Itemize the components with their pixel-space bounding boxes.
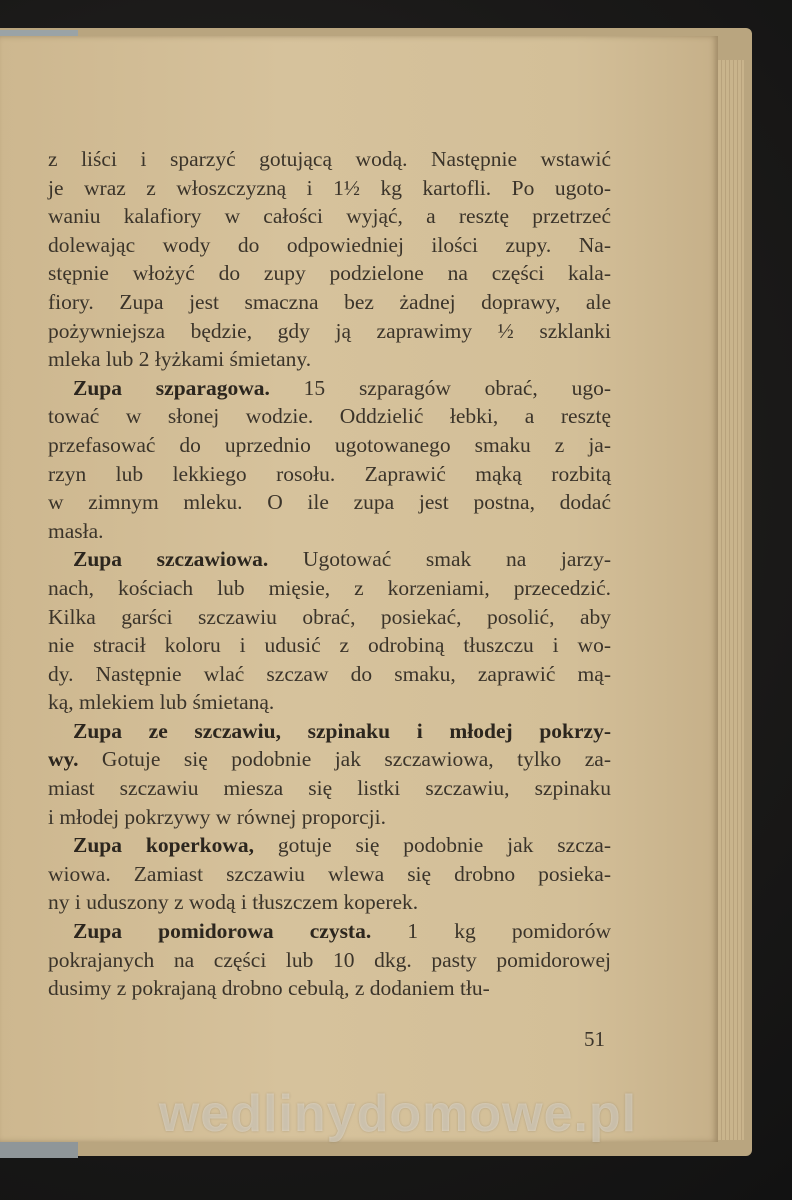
recipe-heading-line [48,717,611,746]
line-text: dusimy z pokrajaną drobno cebulą, z dodaniem tłu- [48,976,490,1001]
text-line [48,174,611,203]
line-text: 1 kg pomidorów [371,919,611,944]
text-line [48,631,611,660]
line-text: ny i uduszony z wodą i tłuszczem koperek. [48,890,419,915]
recipe-title: Zupa koperkowa, [73,833,254,858]
text-line [48,688,611,717]
text-line [48,888,611,917]
line-text: ką, mlekiem lub śmietaną. [48,690,275,715]
text-line [48,488,611,517]
line-text: 15 szparagów obrać, ugo- [269,375,611,400]
recipe-title: Zupa ze szczawiu, szpinaku i młodej pokrzy- [73,718,611,743]
text-line [48,402,611,431]
recipe-heading-line [48,374,611,403]
line-text: Ugotować smak na jarzy- [268,547,612,572]
line-text: nach, kościach lub mięsie, z korzeniami, przecedzić. [48,575,611,600]
recipe-title: wy. [48,747,79,772]
recipe-heading-line [48,545,611,574]
line-text: pożywniejsza będzie, gdy ją zaprawimy ½ szklanki [48,318,611,343]
watermark: wedlinydomowe.pl [158,1085,638,1143]
text-line [48,145,611,174]
text-line [48,574,611,603]
line-text: dolewając wody do odpowiedniej ilości zupy. Na- [48,232,611,257]
text-line [48,259,611,288]
recipe-title: Zupa pomidorowa czysta. [73,919,372,944]
page-number: 51 [584,1027,605,1051]
line-text: Kilka garści szczawiu obrać, posiekać, posolić, aby [48,604,611,629]
line-text: je wraz z włoszczyzną i 1½ kg kartofli. Po ugoto- [48,175,611,200]
text-line [48,745,611,774]
line-text: masła. [48,518,104,543]
recipe-heading-line [48,831,611,860]
line-text: wiowa. Zamiast szczawiu wlewa się drobno posieka- [48,861,611,886]
text-line [48,660,611,689]
line-text: waniu kalafiory w całości wyjąć, a resztę przetrzeć [48,204,611,229]
line-text: mleka lub 2 łyżkami śmietany. [48,347,312,372]
text-line [48,517,611,546]
line-text: nie stracił koloru i udusić z odrobiną tłuszczu i wo- [48,633,611,658]
text-line [48,946,611,975]
text-line [48,317,611,346]
line-text: tować w słonej wodzie. Oddzielić łebki, a resztę [48,404,611,429]
line-text: pokrajanych na części lub 10 dkg. pasty pomidorowej [48,947,611,972]
line-text: fiory. Zupa jest smaczna bez żadnej doprawy, ale [48,289,611,314]
text-line [48,202,611,231]
page-body-text [48,145,611,1003]
page-edges [718,60,744,1140]
recipe-title: Zupa szczawiowa. [73,547,269,572]
text-line [48,860,611,889]
recipe-title: Zupa szparagowa. [73,375,270,400]
line-text: z liści i sparzyć gotującą wodą. Następnie wstawić [48,147,611,171]
text-line [48,460,611,489]
line-text: i młodej pokrzywy w równej proporcji. [48,804,386,829]
line-text: rzyn lub lekkiego rosołu. Zaprawić mąką rozbitą [48,461,611,486]
text-line [48,603,611,632]
line-text: gotuje się podobnie jak szcza- [254,833,611,858]
text-line [48,231,611,260]
recipe-heading-line [48,917,611,946]
spine-tape [0,1140,78,1158]
text-line [48,774,611,803]
text-line [48,431,611,460]
text-line [48,288,611,317]
line-text: stępnie włożyć do zupy podzielone na części kala- [48,261,611,286]
text-line [48,345,611,374]
line-text: przefasować do uprzednio ugotowanego smaku z ja- [48,432,611,457]
line-text: w zimnym mleku. O ile zupa jest postna, dodać [48,490,611,515]
text-line [48,974,611,1003]
line-text: Gotuje się podobnie jak szczawiowa, tylko za- [78,747,611,772]
text-line [48,803,611,832]
line-text: dy. Następnie wlać szczaw do smaku, zaprawić mą- [48,661,611,686]
line-text: miast szczawiu miesza się listki szczawiu, szpinaku [48,776,611,801]
